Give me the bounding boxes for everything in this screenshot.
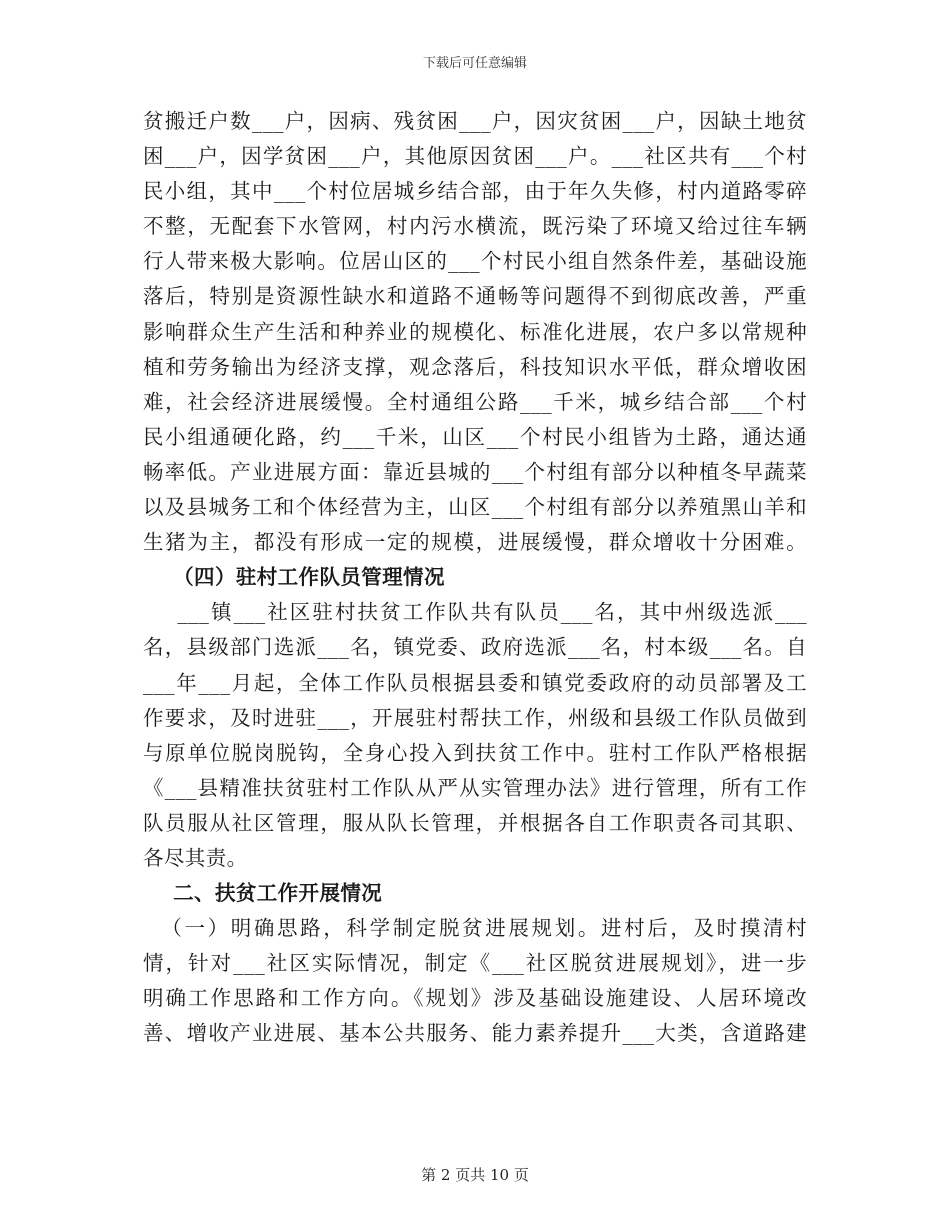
- text-line: 难，社会经济进展缓慢。全村通组公路___千米，城乡结合部___个村: [143, 389, 807, 414]
- text-line: 影响群众生产生活和种养业的规模化、标准化进展，农户多以常规种: [143, 319, 807, 344]
- text-line: 畅率低。产业进展方面：靠近县城的___个村组有部分以种植冬早蔬菜: [143, 459, 807, 484]
- text-line: 明确工作思路和工作方向。《规划》涉及基础设施建设、人居环境改: [143, 986, 807, 1011]
- text-line: 情，针对___社区实际情况，制定《___社区脱贫进展规划》，进一步: [143, 951, 807, 976]
- text-line: 落后，特别是资源性缺水和道路不通畅等问题得不到彻底改善，严重: [143, 284, 807, 309]
- text-line: 各尽其责。: [143, 845, 248, 870]
- text-line: 民小组，其中___个村位居城乡结合部，由于年久失修，村内道路零碎: [143, 179, 807, 204]
- text-line: ___年___月起，全体工作队员根据县委和镇党委政府的动员部署及工: [143, 670, 807, 695]
- text-line: 队员服从社区管理，服从队长管理，并根据各自工作职责各司其职、: [143, 810, 807, 835]
- text-line: 不整，无配套下水管网，村内污水横流，既污染了环境又给过往车辆: [143, 214, 807, 239]
- text-line: 生猪为主，都没有形成一定的规模，进展缓慢，群众增收十分困难。: [143, 530, 807, 555]
- text-line: 贫搬迁户数___户，因病、残贫困___户，因灾贫困___户，因缺土地贫: [143, 109, 807, 133]
- text-line: 《___县精准扶贫驻村工作队从严从实管理办法》进行管理，所有工作: [143, 775, 807, 800]
- body-text: [143, 104, 807, 1052]
- text-line: （一）明确思路，科学制定脱贫进展规划。进村后，及时摸清村: [143, 916, 807, 941]
- page-footer: 第 2 页共 10 页: [421, 1166, 529, 1184]
- text-line: 名，县级部门选派___名，镇党委、政府选派___名，村本级___名。自: [143, 635, 807, 660]
- text-line: 以及县城务工和个体经营为主，山区___个村组有部分以养殖黑山羊和: [143, 495, 807, 520]
- text-line: 与原单位脱岗脱钩，全身心投入到扶贫工作中。驻村工作队严格根据: [143, 740, 807, 765]
- text-line: 善、增收产业进展、基本公共服务、能力素养提升___大类，含道路建: [143, 1021, 807, 1046]
- page-header: 下载后可任意编辑: [422, 56, 527, 71]
- text-line: 民小组通硬化路，约___千米，山区___个村民小组皆为土路，通达通: [143, 424, 807, 449]
- text-line: 植和劳务输出为经济支撑，观念落后，科技知识水平低，群众增收困: [143, 354, 807, 379]
- text-line: 困___户，因学贫困___户，其他原因贫困___户。___社区共有___个村: [143, 144, 807, 169]
- text-line: ___镇___社区驻村扶贫工作队共有队员___名，其中州级选派___: [143, 600, 807, 625]
- section-heading: 二、扶贫工作开展情况: [143, 881, 383, 906]
- text-line: 行人带来极大影响。位居山区的___个村民小组自然条件差，基础设施: [143, 249, 807, 274]
- section-heading: （四）驻村工作队员管理情况: [143, 565, 445, 590]
- text-line: 作要求，及时进驻___，开展驻村帮扶工作，州级和县级工作队员做到: [143, 705, 807, 730]
